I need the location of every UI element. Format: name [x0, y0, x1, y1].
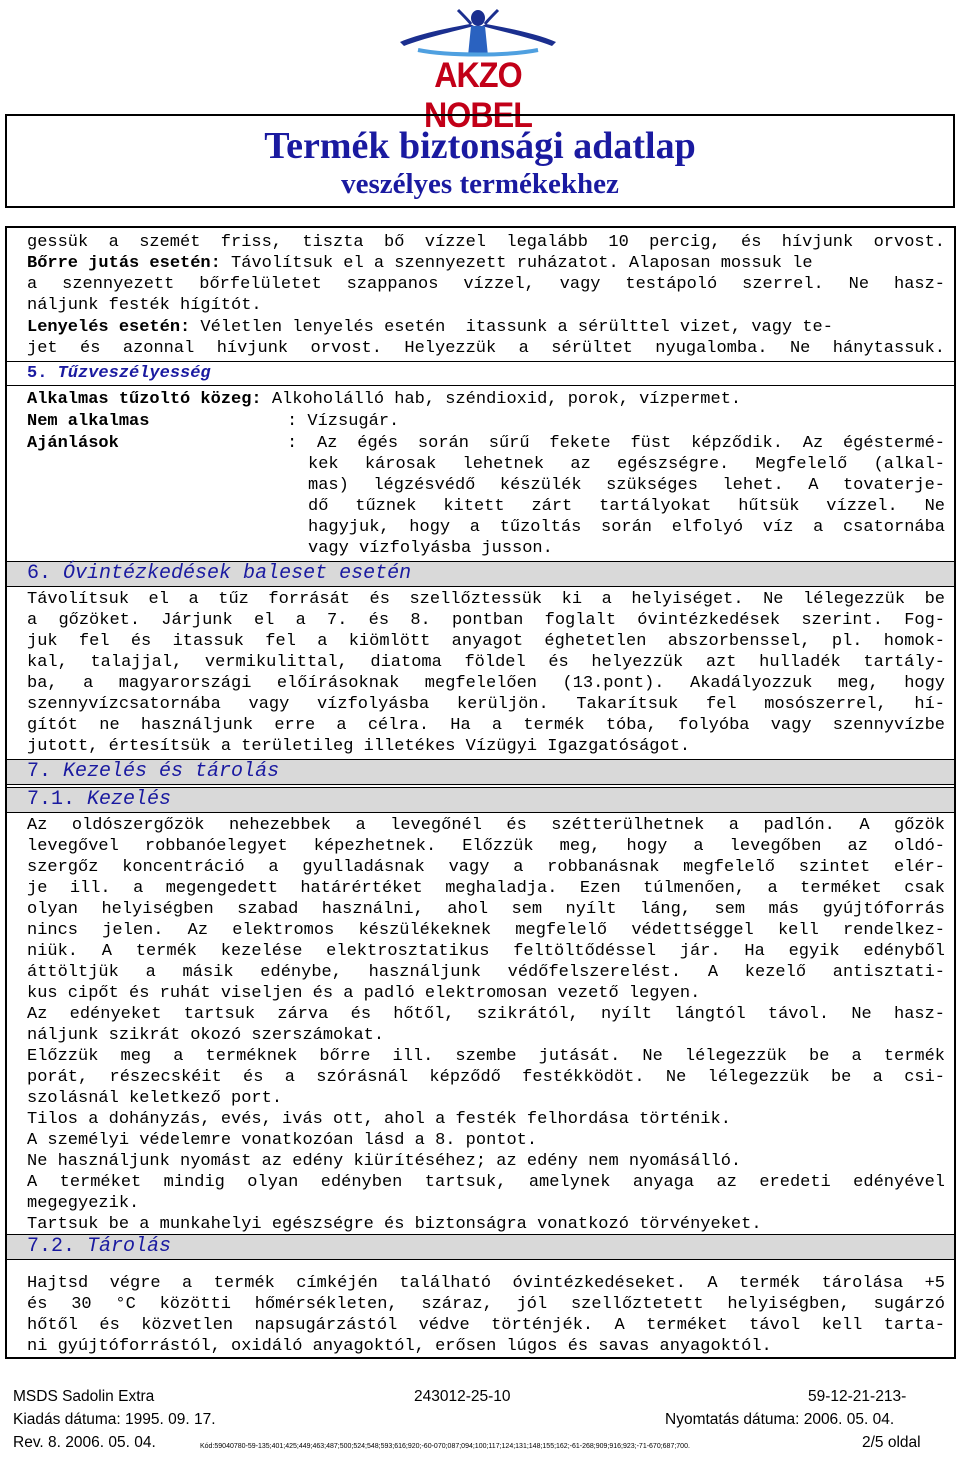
section-72-header [7, 1234, 954, 1260]
section-71-line-6: nincs jelen. Az elektromos készülékeknek megfelelő védettséggel kell rendelkez- [27, 921, 945, 940]
section-71-number: 7.1. [27, 788, 76, 811]
swallow-label: Lenyelés esetén: [27, 318, 191, 337]
section-6-title: Óvintézkedések baleset esetén [63, 562, 412, 585]
section-6-line-7: gítót ne használjunk erre a célra. Ha a termék tóba, folyóba vagy szennyvízbe [27, 716, 945, 735]
document-subtitle: veszélyes termékekhez [341, 168, 619, 200]
section-72-heading [27, 1235, 171, 1259]
document-title: Termék biztonsági adatlap [264, 125, 696, 167]
recommendation-text-3: mas) légzésvédő készülék szükséges lehet. A tovaterje- [308, 476, 945, 495]
suitable-media-line [27, 389, 945, 410]
section-6-line-5: ba, a magyarországi előírásoknak megfelelően (13.pont). Akadályozzuk meg, hogy [27, 674, 945, 693]
section-71-line-7: niük. A termék kezelése elektrosztatikus feltöltődéssel jár. Ha egyik edényből [27, 942, 945, 961]
section-6-line-2: a gőzöket. Járjunk el a 7. és 8. pontban foglalt óvintézkedések szerint. Fog- [27, 611, 945, 630]
section-7-title: Kezelés és tárolás [63, 760, 280, 783]
section-7-number: 7. [27, 760, 52, 783]
section-72-line-2: és 30 °C közötti hőmérsékleten, száraz, jól szellőztetett helyiségben, sugárzó [27, 1295, 945, 1314]
recommendation-text-6: vagy vízfolyásba jusson. [308, 539, 553, 558]
section-71-line-4: je ill. a megengedett határértéket meghaladja. Ezen túlmenően, a terméket csak [27, 879, 945, 898]
suitable-media-label: Alkalmas tűzoltó közeg: [27, 390, 262, 409]
section-71-line-15: Tilos a dohányzás, evés, ivás ott, ahol a festék felhordása történik. [27, 1110, 731, 1129]
section-71-line-19: megegyezik. [27, 1194, 140, 1213]
suitable-media-value: Alkoholálló hab, széndioxid, porok, vízpermet. [261, 390, 742, 409]
section-71-line-12: Előzzük meg a terméknek bőrre ill. szembe jutását. Ne lélegezzük be a termék [27, 1047, 945, 1066]
akzo-nobel-logo [378, 4, 578, 135]
section-6-header [7, 561, 954, 587]
footer-ref: 59-12-21-213- [808, 1388, 907, 1405]
footer-issue-date: Kiadás dátuma: 1995. 09. 17. [13, 1411, 216, 1428]
footer-page-number: 2/5 oldal [862, 1434, 921, 1451]
section-71-heading [27, 788, 171, 812]
section-71-line-16: A személyi védelemre vonatkozóan lásd a 8. pontot. [27, 1131, 538, 1150]
recommendation-text-1: : Az égés során sűrű fekete füst képződik. Az égéstermé- [287, 434, 945, 453]
swallow-text-2: jet és azonnal hívjunk orvost. Helyezzük a sérültet nyugalomba. Ne hánytassuk. [27, 339, 945, 358]
intro-line: gessük a szemét friss, tiszta bő vízzel legalább 10 percig, és hívjunk orvost. [27, 233, 945, 252]
footer-product: MSDS Sadolin Extra [13, 1388, 155, 1405]
content-box [5, 226, 956, 1359]
section-7-header [7, 759, 954, 785]
footer-revision: Rev. 8. 2006. 05. 04. [13, 1434, 156, 1451]
section-71-line-9: kus cipőt és ruhát viseljen és a padló elektromosan vezető legyen. [27, 984, 701, 1003]
section-6-line-4: kal, talajjal, vermikulittal, diatoma földel és helyezzük azt hulladék tartály- [27, 653, 945, 672]
footer-code: 243012-25-10 [414, 1388, 511, 1405]
skin-contact-label: Bőrre jutás esetén: [27, 254, 221, 273]
swallow-line [27, 317, 945, 338]
section-71-line-2: levegővel robbanóelegyet képezhetnek. Előzzük meg, hogy a levegőben az oldó- [27, 837, 945, 856]
recommendations-label: Ajánlások [27, 434, 119, 453]
section-71-line-8: áttöltjük a másik edénybe, használjunk védőfelszerelést. A kezelő antisztati- [27, 963, 945, 982]
section-6-line-3: juk fel és itassuk fel a kiömlött anyagot éghetetlen abszorbenssel, pl. homok- [27, 632, 945, 651]
unsuitable-media-label: Nem alkalmas [27, 412, 150, 431]
skin-contact-text-1: Távolítsuk el a szennyezett ruházatot. Alaposan mossuk le [220, 254, 813, 273]
section-72-line-1: Hajtsd végre a termék címkéjén található óvintézkedéseket. A termék tárolása +5 [27, 1274, 945, 1293]
section-71-header [7, 787, 954, 813]
section-7-heading [27, 760, 279, 784]
title-box [5, 114, 955, 208]
section-5-rule-bottom [7, 385, 954, 386]
section-6-number: 6. [27, 562, 52, 585]
logo-text: AKZO NOBEL [423, 56, 533, 135]
recommendation-text-5: hagyjuk, hogy a tűzoltás során elfolyó víz a csatornába [308, 518, 945, 537]
section-71-line-5: olyan helyiségben szabad használni, ahol sem nyílt láng, sem más gyújtóforrás [27, 900, 945, 919]
unsuitable-media-value: : Vízsugár. [287, 412, 400, 431]
section-5-number: 5. [27, 364, 48, 383]
section-6-heading [27, 562, 411, 586]
section-72-line-3: hőtől és közvetlen napsugárzástól védve történjék. A terméket távol kell tarta- [27, 1316, 945, 1335]
section-5-title: Tűzveszélyesség [57, 364, 211, 383]
swallow-text-1: Véletlen lenyelés esetén itassunk a sérülttel vizet, vagy te- [190, 318, 833, 337]
section-6-line-6: szennyvízcsatornába vagy vízfolyásba kerüljön. Takarítsuk fel mosószerrel, hí- [27, 695, 945, 714]
logo-figure-icon [378, 4, 578, 64]
section-71-line-1: Az oldószergőzök nehezebbek a levegőnél és szétterülhetnek a padlón. A gőzök [27, 816, 945, 835]
section-6-line-8: jutott, értesítsük a területileg illetékes Vízügyi Igazgatóságot. [27, 737, 691, 756]
section-72-title: Tárolás [87, 1235, 172, 1258]
recommendation-text-2: kek károsak lehetnek az egészségre. Megfelelő (alkal- [308, 455, 945, 474]
footer-print-date: Nyomtatás dátuma: 2006. 05. 04. [665, 1411, 895, 1428]
section-71-line-13: porát, részecskéit és a szórásnál képződő festékködöt. Ne lélegezzük be a csi- [27, 1068, 945, 1087]
section-71-line-10: Az edényeket tartsuk zárva és hőtől, szikrától, nyílt lángtól távol. Ne hasz- [27, 1005, 945, 1024]
section-71-line-11: náljunk szikrát okozó szerszámokat. [27, 1026, 385, 1045]
section-72-line-4: ni gyújtóforrástól, oxidáló anyagoktól, erősen lúgos és savas anyagoktól. [27, 1337, 772, 1356]
section-71-line-3: szergőz koncentráció a gyulladásnak vagy a robbanásnak megfelelő szintet elér- [27, 858, 945, 877]
section-5-heading [27, 363, 211, 384]
skin-contact-text-3: náljunk festék hígítót. [27, 296, 262, 315]
section-71-line-18: A terméket mindig olyan edényben tartsuk, amelynek anyaga az eredeti edényével [27, 1173, 945, 1192]
skin-contact-text-2: a szennyezett bőrfelületet szappanos vízzel, vagy testápoló szerrel. Ne hasz- [27, 275, 945, 294]
section-72-number: 7.2. [27, 1235, 76, 1258]
skin-contact-line [27, 253, 945, 274]
footer-codes: Kód:59040780-59-135;401;425;449;463;487;500;524;548;593;616;920;-60-070;087;094;100;117;124;131;148;155;162;-61-268;909;916;923;-71-670;687;700. [200, 1443, 690, 1450]
section-71-line-20: Tartsuk be a munkahelyi egészségre és biztonságra vonatkozó törvényeket. [27, 1215, 762, 1234]
section-5-rule [7, 361, 954, 362]
unsuitable-media-line [27, 411, 945, 432]
section-71-title: Kezelés [87, 788, 172, 811]
section-71-line-14: szolásnál keletkező port. [27, 1089, 283, 1108]
section-71-line-17: Ne használjunk nyomást az edény kiürítéséhez; az edény nem nyomásálló. [27, 1152, 742, 1171]
section-6-line-1: Távolítsuk el a tűz forrását és szellőztessük ki a helyiséget. Ne lélegezzük be [27, 590, 945, 609]
recommendation-text-4: dő tűznek kitett zárt tartályokat hűtsük vízzel. Ne [308, 497, 945, 516]
page-footer [0, 1388, 960, 1461]
